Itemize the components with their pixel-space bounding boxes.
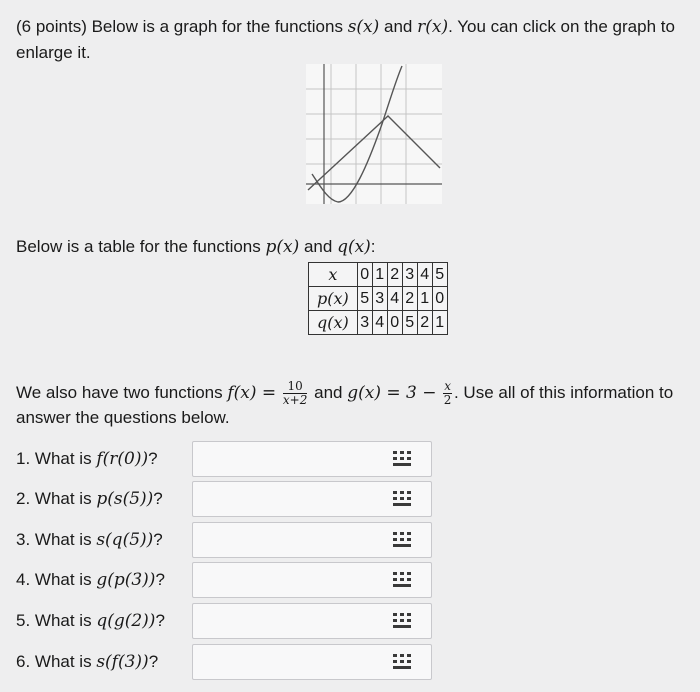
table-cell: 3: [402, 263, 417, 287]
table-cell: 4: [387, 287, 402, 311]
function-table: [308, 262, 448, 335]
question-number: 2. What is: [16, 489, 92, 508]
table-cell: 1: [417, 287, 432, 311]
table-cell: 5: [402, 311, 417, 335]
question-2: [16, 486, 163, 512]
table-cell: 2: [387, 263, 402, 287]
g-definition-lhs: g(x) = 3 −: [347, 382, 437, 403]
answer-input-6[interactable]: [193, 645, 383, 681]
answer-input-2[interactable]: [193, 482, 383, 518]
question-1: [16, 446, 158, 472]
table-cell: 1: [432, 311, 447, 335]
f-numerator: 10: [283, 380, 307, 394]
table-cell: 5: [357, 287, 372, 311]
function-graph[interactable]: [306, 64, 442, 204]
answer-box-3[interactable]: [192, 522, 432, 558]
question-5: [16, 608, 165, 634]
table-cell: 0: [357, 263, 372, 287]
function-r-label: r(x): [417, 17, 449, 37]
table-cell: 5: [432, 263, 447, 287]
question-expression: g(p(3)): [96, 570, 156, 590]
question-expression: f(r(0)): [96, 449, 149, 469]
table-row-label: q(x): [309, 311, 358, 335]
table-row-label: p(x): [309, 287, 358, 311]
table-intro-and: and: [303, 237, 333, 256]
question-mark: ?: [148, 652, 159, 671]
keypad-icon[interactable]: [393, 654, 411, 670]
answer-input-4[interactable]: [193, 563, 383, 599]
question-mark: ?: [155, 570, 165, 589]
keypad-icon[interactable]: [393, 532, 411, 548]
answer-input-5[interactable]: [193, 604, 383, 640]
intro-and: and: [384, 17, 413, 36]
graph-background: [306, 64, 442, 204]
table-cell: 2: [402, 287, 417, 311]
question-mark: ?: [155, 611, 165, 630]
question-mark: ?: [148, 449, 158, 468]
question-expression: q(g(2)): [96, 611, 156, 631]
table-cell: 0: [387, 311, 402, 335]
function-definitions: [16, 380, 686, 429]
table-cell: 4: [372, 311, 387, 335]
answer-box-4[interactable]: [192, 562, 432, 598]
table-cell: 3: [357, 311, 372, 335]
table-header-x: x: [309, 263, 358, 287]
question-number: 3. What is: [16, 530, 92, 549]
keypad-icon[interactable]: [393, 613, 411, 629]
function-p-label: p(x): [265, 237, 300, 257]
table-cell: 1: [372, 263, 387, 287]
question-4: [16, 567, 165, 593]
table-row-q: [309, 311, 448, 335]
definitions-tail: . Use all of this information to answer the questions below.: [16, 382, 674, 427]
answer-box-1[interactable]: [192, 441, 432, 477]
problem-intro: [16, 14, 686, 66]
f-fraction: [283, 380, 307, 407]
function-s-label: s(x): [347, 17, 380, 37]
table-header-row: [309, 263, 448, 287]
table-row-p: [309, 287, 448, 311]
keypad-icon[interactable]: [393, 572, 411, 588]
keypad-icon[interactable]: [393, 491, 411, 507]
question-number: 6. What is: [16, 652, 92, 671]
g-denominator: 2: [443, 393, 452, 407]
question-expression: p(s(5)): [96, 489, 154, 509]
f-definition-lhs: f(x) =: [227, 382, 277, 403]
f-denominator: x+2: [282, 393, 308, 407]
table-cell: 2: [417, 311, 432, 335]
question-number: 4. What is: [16, 570, 92, 589]
g-fraction: [443, 380, 452, 407]
table-cell: 0: [432, 287, 447, 311]
definitions-lead: We also have two functions: [16, 382, 223, 402]
keypad-icon[interactable]: [393, 451, 411, 467]
question-3: [16, 527, 163, 553]
question-number: 1. What is: [16, 449, 92, 468]
table-intro-text: Below is a table for the functions: [16, 237, 261, 256]
question-expression: s(f(3)): [96, 652, 149, 672]
table-intro-colon: :: [370, 237, 376, 256]
intro-text: (6 points) Below is a graph for the functions: [16, 17, 343, 36]
function-q-label: q(x): [337, 237, 371, 257]
definitions-and: and: [314, 382, 343, 402]
question-mark: ?: [153, 530, 163, 549]
question-6: [16, 649, 158, 675]
table-intro: [16, 237, 376, 257]
answer-box-6[interactable]: [192, 644, 432, 680]
table-cell: 4: [417, 263, 432, 287]
intro-suffix: . You can click on the graph to enlarge it.: [16, 17, 675, 62]
question-number: 5. What is: [16, 611, 92, 630]
answer-box-2[interactable]: [192, 481, 432, 517]
table-cell: 3: [372, 287, 387, 311]
answer-input-3[interactable]: [193, 523, 383, 559]
g-numerator: x: [444, 379, 451, 393]
answer-box-5[interactable]: [192, 603, 432, 639]
question-expression: s(q(5)): [96, 530, 154, 550]
question-mark: ?: [153, 489, 163, 508]
answer-input-1[interactable]: [193, 442, 383, 478]
